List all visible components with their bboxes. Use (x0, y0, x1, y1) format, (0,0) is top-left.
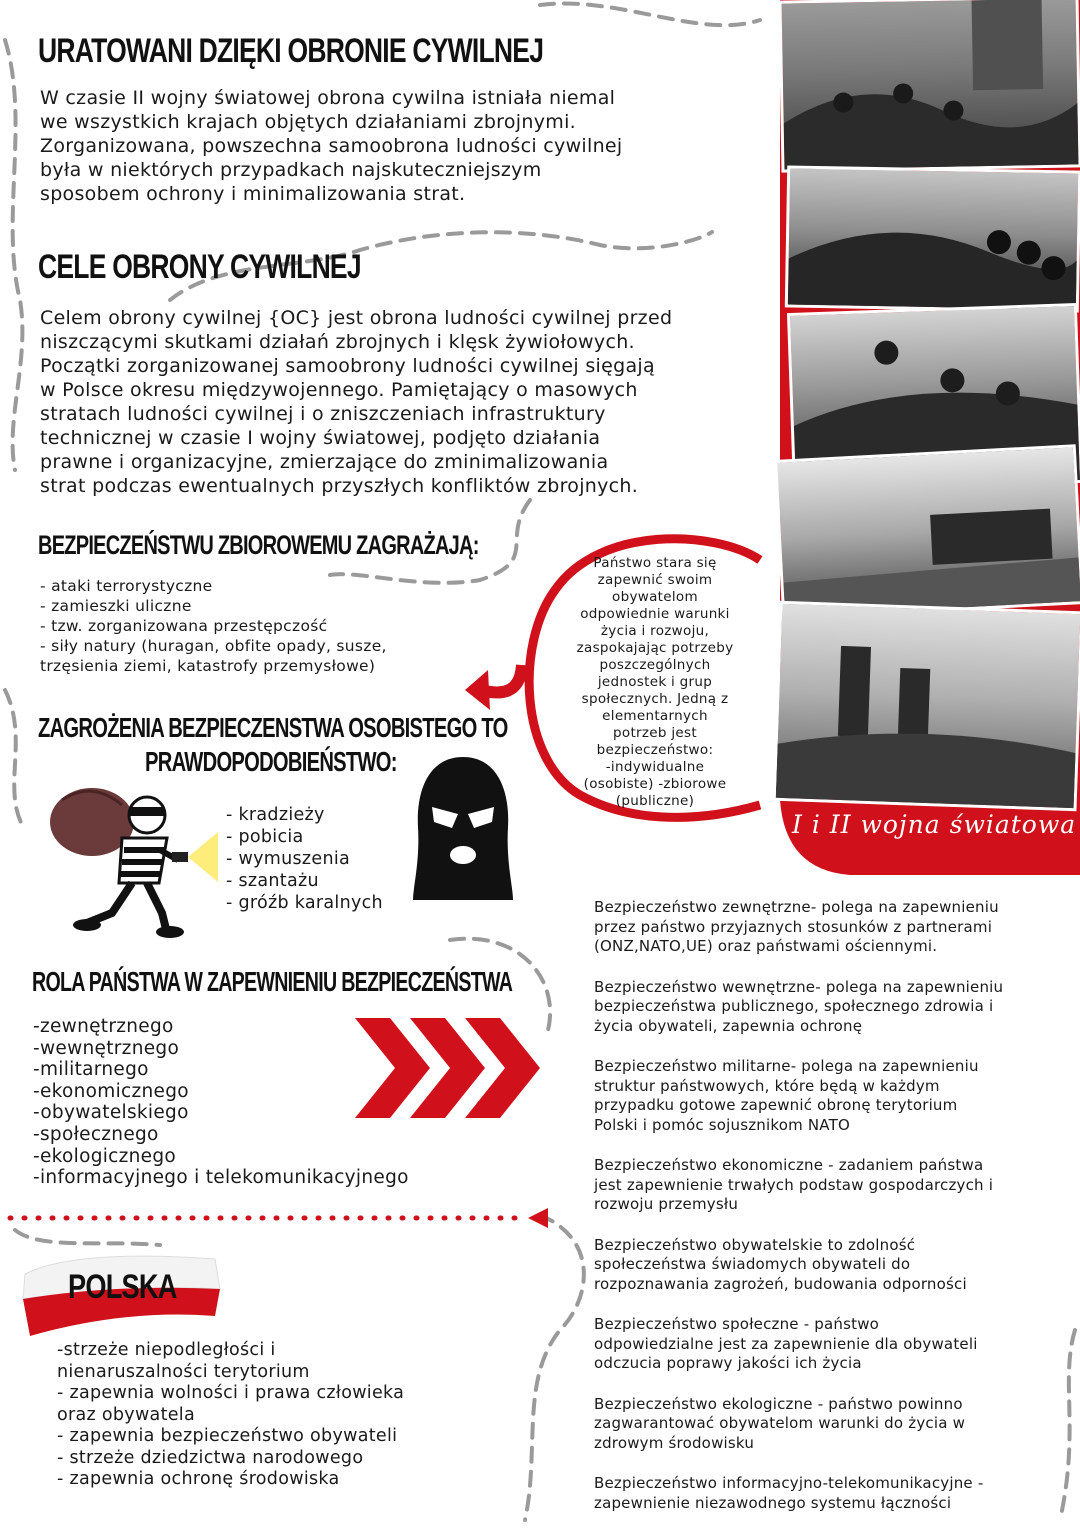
text-line: -indywidualne (605, 759, 705, 775)
security-type-telecom (594, 1474, 1064, 1513)
text-line: rozwoju przemysłu (594, 1195, 739, 1213)
text-line: Celem obrony cywilnej {OC} jest obrona ludności cywilnej przed (40, 307, 673, 329)
text-line: stratach ludności cywilnej i o zniszczeniach infrastruktury (40, 403, 606, 425)
text-line: Bezpieczeństwo ekologiczne - państwo powinno (594, 1394, 963, 1413)
text-line: Bezpieczeństwo społeczne - państwo (594, 1315, 880, 1333)
thief-illustration (22, 780, 222, 940)
war-photo-1 (779, 0, 1080, 173)
personal-title-line2: PRAWDOPODOBIEŃSTWO: (145, 746, 397, 777)
civil-defense-text (40, 86, 730, 206)
list-item: -ekologicznego (33, 1145, 177, 1167)
list-item: trzęsienia ziemi, katastrofy przemysłowe) (40, 657, 376, 675)
text-line: niszczącymi skutkami działań zbrojnych i klęsk żywiołowych. (40, 331, 635, 353)
list-item: - ataki terrorystyczne (40, 577, 213, 595)
text-line: bezpieczeństwo: (596, 742, 714, 758)
list-item: -informacyjnego i telekomunikacyjnego (33, 1167, 409, 1189)
security-type-external (594, 898, 1064, 957)
text-line: była w niektórych przypadkach najskuteczniejszym (40, 159, 542, 181)
list-item: - gróźb karalnych (226, 893, 383, 913)
text-line: Zorganizowana, powszechna samoobrona ludności cywilnej (40, 135, 623, 157)
text-line: Bezpieczeństwo informacyjno-telekomunikacyjne - (594, 1474, 984, 1492)
text-line: zaspokajając potrzeby (576, 640, 734, 656)
text-line: jest zapewnienie trwałych podstaw gospodarczych i (594, 1175, 994, 1194)
text-line: elementarnych (602, 708, 708, 724)
text-line: technicznej w czasie I wojny światowej, podjęto działania (40, 427, 601, 449)
text-line: odpowiednie warunki (580, 606, 730, 622)
list-item: -militarnego (33, 1059, 149, 1081)
text-line: Bezpieczeństwo obywatelskie to zdolność (594, 1235, 916, 1254)
text-line: życia obywateli, zapewnia ochronę (594, 1016, 863, 1035)
text-line: Państwo stara się (593, 555, 717, 571)
text-line: Bezpieczeństwo militarne- polega na zapewnieniu (594, 1057, 979, 1075)
goals-text (40, 306, 740, 498)
text-line: zagwarantować obywatelom warunki do życia w (594, 1414, 966, 1432)
text-line: zapewnienie niezawodnego systemu łączności (594, 1493, 952, 1512)
war-label: I i II wojna światowa (792, 810, 1077, 839)
state-role-title: ROLA PAŃSTWA W ZAPEWNIENIU BEZPIECZEŃSTWA (32, 966, 513, 997)
list-item: -ekonomicznego (33, 1080, 189, 1102)
list-item: - pobicia (226, 827, 304, 847)
list-item: -społecznego (33, 1123, 159, 1145)
text-line: przez państwo przyjaznych stosunków z partnerami (594, 917, 993, 936)
collective-title: BEZPIECZEŃSTWU ZBIOROWEMU ZAGRAŻAJĄ: (38, 530, 479, 560)
text-line: odczucia poprawy jakości ich życia (594, 1354, 862, 1372)
list-item: - szantażu (226, 871, 319, 891)
list-item: - siły natury (huragan, obfite opady, susze, (40, 637, 387, 655)
text-line: strat podczas ewentualnych przyszłych konfliktów zbrojnych. (40, 475, 639, 497)
security-type-ecological (594, 1395, 1064, 1454)
collective-list (40, 576, 480, 676)
text-line: odpowiedzialne jest za zapewnienie dla obywateli (594, 1334, 978, 1353)
text-line: zdrowym środowisku (594, 1433, 755, 1452)
text-line: przypadku gotowe zapewnić obronę terytorium (594, 1096, 958, 1114)
circle-text (550, 555, 760, 810)
list-item: -strzeże niepodległości i (57, 1340, 276, 1360)
poland-list (57, 1340, 404, 1491)
goals-title: CELE OBRONY CYWILNEJ (38, 248, 361, 286)
text-line: rozpoznawania zagrożeń, budowania odporności (594, 1274, 967, 1293)
list-item: - zamieszki uliczne (40, 597, 192, 615)
list-item: nienaruszalności terytorium (57, 1361, 310, 1382)
text-line: Bezpieczeństwo ekonomiczne - zadaniem państwa (594, 1156, 984, 1174)
text-line: struktur państwowych, które będą w każdym (594, 1076, 940, 1095)
text-line: Polski i pomóc sojusznikom NATO (594, 1115, 850, 1134)
poland-title: POLSKA (68, 1268, 177, 1306)
security-type-internal (594, 978, 1064, 1037)
text-line: poszczególnych (599, 657, 711, 673)
security-type-military (594, 1057, 1064, 1135)
security-type-civic (594, 1236, 1064, 1295)
text-line: w Polsce okresu międzywojennego. Pamiętający o masowych (40, 379, 638, 401)
text-line: Bezpieczeństwo wewnętrzne- polega na zapewnieniu (594, 977, 1004, 996)
text-line: zapewnić swoim (597, 572, 713, 588)
text-line: prawne i organizacyjne, zmierzające do zminimalizowania (40, 451, 609, 473)
text-line: Początki zorganizowanej samoobrony ludności cywilnej sięgają (40, 355, 655, 377)
text-line: obywatelom (612, 589, 698, 605)
security-type-economic (594, 1156, 1064, 1215)
personal-list (226, 804, 383, 914)
text-line: Bezpieczeństwo zewnętrzne- polega na zapewnieniu (594, 898, 999, 916)
text-line: W czasie II wojny światowej obrona cywilna istniała niemal (40, 87, 616, 109)
text-line: społecznych. Jedną z (581, 691, 729, 707)
text-line: bezpieczeństwa publicznego, społecznego zdrowia i (594, 997, 994, 1015)
list-item: -wewnętrznego (33, 1037, 180, 1059)
list-item: -zewnętrznego (33, 1016, 174, 1037)
personal-title-line1: ZAGROŻENIA BEZPIECZENSTWA OSOBISTEGO TO (38, 712, 508, 743)
list-item: - zapewnia wolności i prawa człowieka (57, 1383, 405, 1403)
civil-defense-title: URATOWANI DZIĘKI OBRONIE CYWILNEJ (38, 32, 544, 70)
security-types (594, 898, 1064, 1534)
war-photo-5 (773, 601, 1080, 811)
chevron-arrows-icon (355, 1018, 545, 1118)
war-photo-2 (785, 165, 1080, 312)
text-line: sposobem ochrony i minimalizowania strat. (40, 183, 466, 205)
text-line: jednostek i grup (597, 674, 713, 690)
text-line: we wszystkich krajach objętych działaniami zbrojnymi. (40, 111, 576, 133)
list-item: -obywatelskiego (33, 1102, 189, 1124)
text-line: potrzeb jest (613, 725, 697, 741)
security-type-social (594, 1315, 1064, 1374)
text-line: społeczeństwa świadomych obywateli do (594, 1255, 911, 1273)
text-line: (osobiste) -zbiorowe (583, 776, 727, 792)
dotted-divider (0, 1206, 560, 1230)
list-item: - tzw. zorganizowana przestępczość (40, 617, 328, 635)
text-line: (ONZ,NATO,UE) oraz państwami ościennymi. (594, 937, 938, 955)
list-item: - strzeże dziedzictwa narodowego (57, 1447, 364, 1468)
war-photo-4 (774, 444, 1080, 620)
text-line: (publiczne) (615, 793, 695, 809)
list-item: - wymuszenia (226, 849, 351, 869)
list-item: - zapewnia bezpieczeństwo obywateli (57, 1426, 398, 1446)
state-role-list (33, 1016, 409, 1189)
list-item: - zapewnia ochronę środowiska (57, 1469, 340, 1489)
list-item: oraz obywatela (57, 1404, 195, 1425)
text-line: życia i rozwoju, (600, 623, 710, 639)
list-item: - kradzieży (226, 805, 325, 825)
